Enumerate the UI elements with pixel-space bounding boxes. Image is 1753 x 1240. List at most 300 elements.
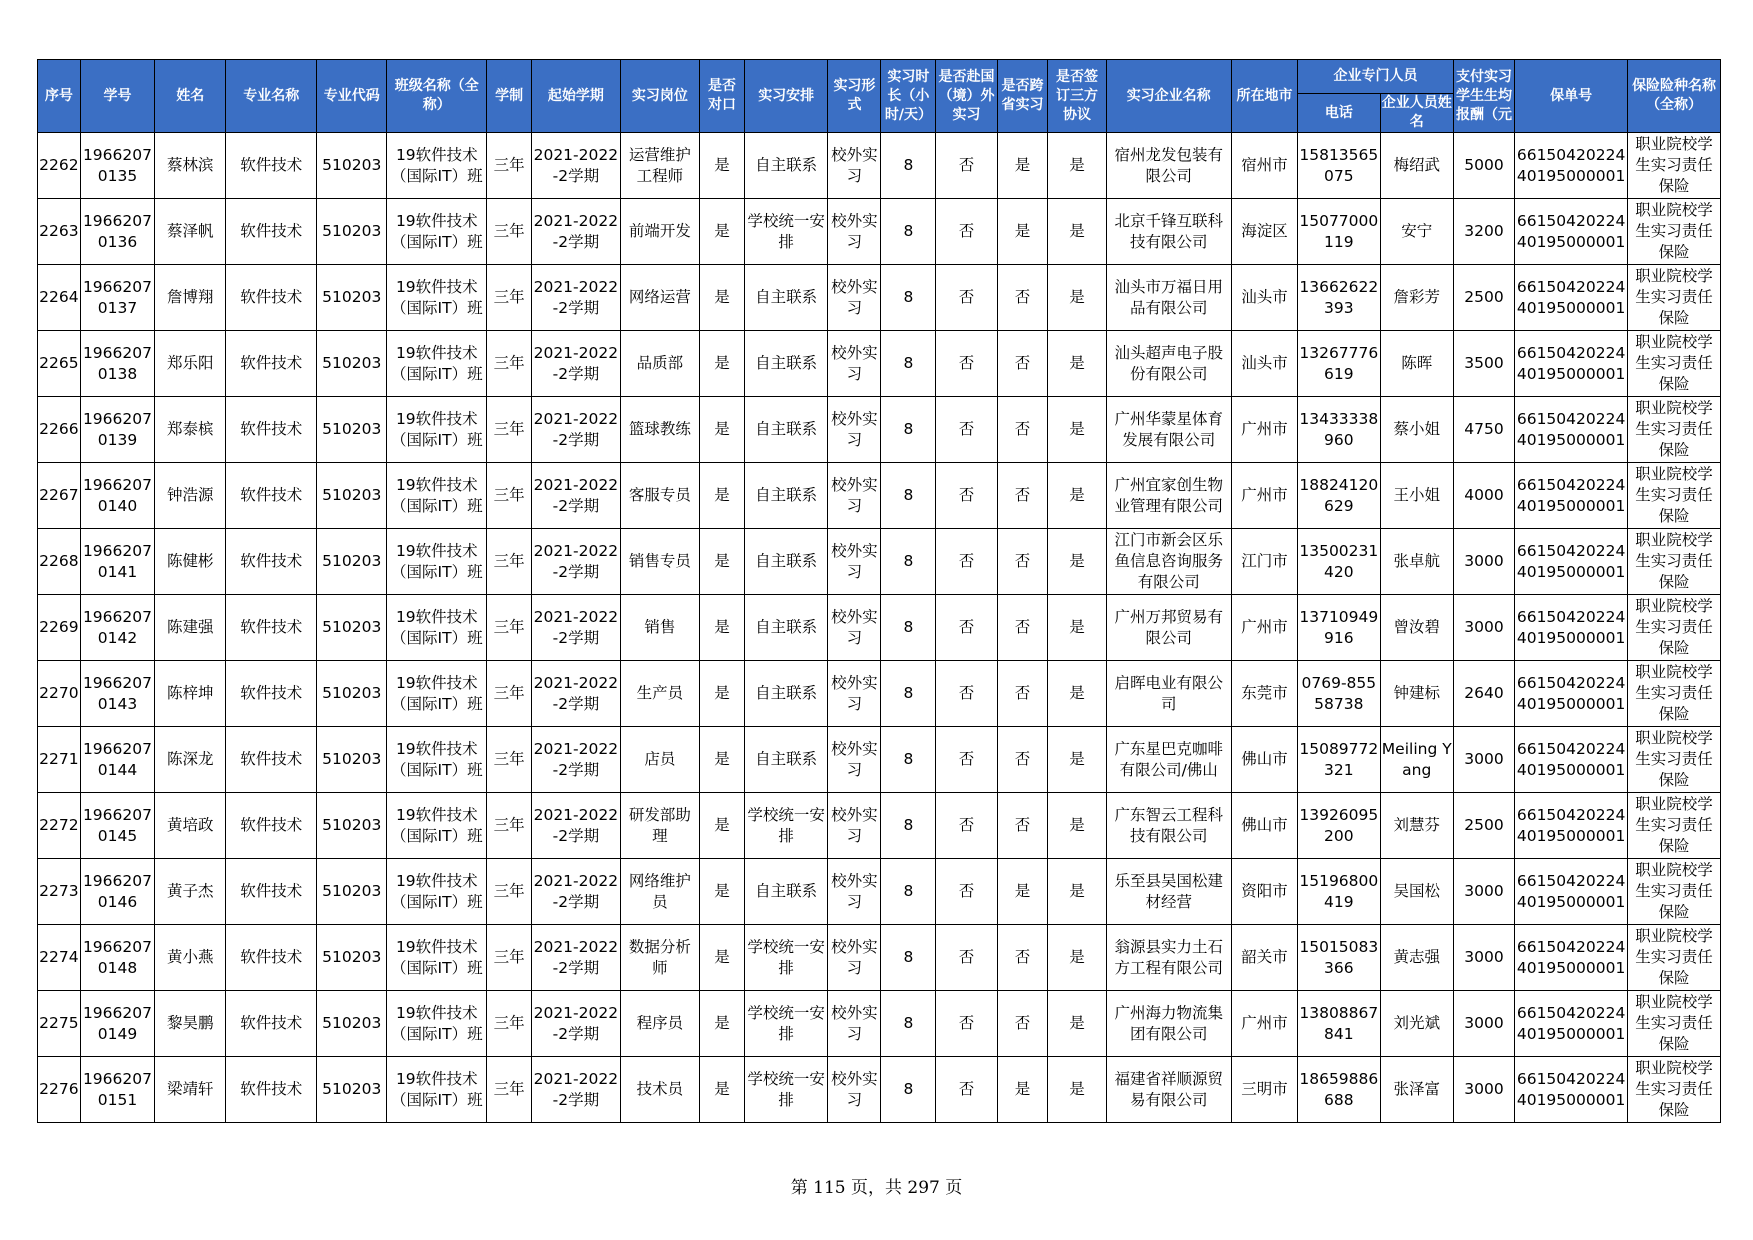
cell-policy-no — [1515, 1057, 1628, 1123]
cell-cross-province — [997, 925, 1048, 991]
cell-major-code — [317, 661, 387, 727]
cell-text: 安宁 — [1401, 222, 1433, 240]
cell-location — [1231, 331, 1297, 397]
cell-duration — [487, 133, 532, 199]
cell-text: 资阳市 — [1241, 882, 1288, 900]
cell-duration — [487, 265, 532, 331]
cell-duration — [487, 991, 532, 1057]
cell-location — [1231, 859, 1297, 925]
cell-insurance — [1628, 859, 1721, 925]
cell-text: 否 — [1014, 816, 1031, 834]
cell-text: 2263 — [39, 222, 79, 240]
header-location: 所在地市 — [1231, 60, 1297, 133]
cell-text: 张卓航 — [1393, 552, 1440, 570]
cell-text: 自主联系 — [755, 684, 818, 702]
cell-text: 三年 — [493, 288, 525, 306]
cell-abroad — [936, 397, 997, 463]
cell-text: 2021-2022-2学期 — [533, 871, 619, 911]
cell-major — [226, 859, 317, 925]
cell-text: 19软件技术（国际IT）班 — [391, 1069, 483, 1109]
cell-text: 19662070148 — [82, 937, 152, 977]
cell-text: 自主联系 — [755, 354, 818, 372]
cell-text: 19软件技术（国际IT）班 — [391, 1003, 483, 1043]
cell-text: 否 — [958, 816, 975, 834]
cell-text: 6615042022440195000001 — [1516, 805, 1626, 845]
cell-text: 软件技术 — [240, 948, 303, 966]
cell-text: 否 — [958, 156, 975, 174]
cell-text: 是 — [714, 420, 730, 438]
cell-post — [620, 859, 699, 925]
cell-text: 曾汝碧 — [1393, 618, 1440, 636]
cell-text: 2264 — [39, 288, 79, 306]
cell-text: 陈建强 — [167, 618, 214, 636]
cell-abroad — [936, 859, 997, 925]
header-insurance: 保险险种名称（全称） — [1628, 60, 1721, 133]
cell-abroad — [936, 727, 997, 793]
cell-text: 宿州市 — [1241, 156, 1288, 174]
cell-contact-name — [1380, 793, 1453, 859]
cell-text: 19662070151 — [82, 1069, 152, 1109]
cell-location — [1231, 133, 1297, 199]
cell-text: 广东智云工程科技有限公司 — [1114, 805, 1223, 845]
cell-class-name — [387, 925, 487, 991]
cell-insurance — [1628, 133, 1721, 199]
cell-text: 0769-85558738 — [1301, 673, 1377, 713]
cell-major-code — [317, 793, 387, 859]
cell-student-id — [80, 463, 154, 529]
cell-seq — [38, 661, 81, 727]
cell-text: 15089772321 — [1299, 739, 1379, 779]
cell-text: 19软件技术（国际IT）班 — [391, 541, 483, 581]
cell-text: 19662070137 — [82, 277, 152, 317]
cell-hours — [881, 727, 936, 793]
cell-insurance — [1628, 793, 1721, 859]
cell-major — [226, 925, 317, 991]
cell-text: 学校统一安排 — [747, 1069, 825, 1109]
cell-company — [1106, 925, 1231, 991]
cell-hours — [881, 925, 936, 991]
cell-text: 黄小燕 — [167, 948, 214, 966]
cell-text: 福建省祥顺源贸易有限公司 — [1114, 1069, 1223, 1109]
cell-class-name — [387, 595, 487, 661]
cell-tripartite — [1048, 331, 1106, 397]
cell-duration — [487, 727, 532, 793]
cell-salary — [1453, 265, 1514, 331]
table-row — [38, 793, 1721, 859]
cell-text: 否 — [1014, 420, 1031, 438]
cell-text: 职业院校学生实习责任保险 — [1635, 861, 1713, 921]
cell-text: 510203 — [322, 948, 382, 966]
cell-contact-name — [1380, 199, 1453, 265]
cell-arrangement — [744, 397, 828, 463]
cell-text: 学校统一安排 — [747, 211, 825, 251]
cell-text: 三年 — [493, 750, 525, 768]
cell-text: 6615042022440195000001 — [1516, 673, 1626, 713]
cell-start-term — [532, 991, 621, 1057]
cell-text: 510203 — [322, 156, 382, 174]
cell-text: 校外实习 — [831, 541, 878, 581]
cell-tripartite — [1048, 661, 1106, 727]
cell-form — [828, 397, 881, 463]
cell-salary — [1453, 991, 1514, 1057]
cell-text: 2021-2022-2学期 — [533, 937, 619, 977]
cell-text: 校外实习 — [831, 739, 878, 779]
table-row — [38, 199, 1721, 265]
cell-text: 是 — [1069, 816, 1085, 834]
cell-text: 19软件技术（国际IT）班 — [391, 475, 483, 515]
cell-policy-no — [1515, 859, 1628, 925]
header-cross-province: 是否跨省实习 — [997, 60, 1048, 133]
cell-text: 北京千锋互联科技有限公司 — [1114, 211, 1223, 251]
cell-arrangement — [744, 727, 828, 793]
cell-text: 6615042022440195000001 — [1516, 541, 1626, 581]
cell-text: 6615042022440195000001 — [1516, 277, 1626, 317]
cell-text: 三年 — [493, 882, 525, 900]
cell-salary — [1453, 1057, 1514, 1123]
cell-major — [226, 991, 317, 1057]
cell-text: 否 — [1014, 288, 1031, 306]
cell-form — [828, 1057, 881, 1123]
cell-text: 19软件技术（国际IT）班 — [391, 871, 483, 911]
cell-cross-province — [997, 991, 1048, 1057]
cell-arrangement — [744, 991, 828, 1057]
cell-text: 否 — [958, 948, 975, 966]
cell-text: 运营维护工程师 — [628, 145, 691, 185]
cell-text: 校外实习 — [831, 145, 878, 185]
cell-text: 3000 — [1464, 552, 1504, 570]
cell-cross-province — [997, 199, 1048, 265]
cell-text: 职业院校学生实习责任保险 — [1635, 267, 1713, 327]
cell-text: 19662070138 — [82, 343, 152, 383]
cell-class-name — [387, 331, 487, 397]
cell-text: 黎昊鹏 — [167, 1014, 214, 1032]
cell-text: 郑泰槟 — [167, 420, 214, 438]
cell-text: 否 — [958, 222, 975, 240]
cell-duration — [487, 1057, 532, 1123]
cell-text: 校外实习 — [831, 211, 878, 251]
cell-text: 13662622393 — [1299, 277, 1379, 317]
cell-text: 8 — [903, 684, 914, 702]
cell-text: 6615042022440195000001 — [1516, 145, 1626, 185]
cell-text: 自主联系 — [755, 750, 818, 768]
cell-text: 前端开发 — [628, 222, 691, 240]
cell-text: 3000 — [1464, 750, 1504, 768]
cell-text: 是 — [1069, 222, 1085, 240]
cell-phone — [1298, 991, 1381, 1057]
cell-text: 软件技术 — [240, 882, 303, 900]
cell-text: 19662070141 — [82, 541, 152, 581]
cell-text: 510203 — [322, 222, 382, 240]
cell-text: 校外实习 — [831, 1003, 878, 1043]
cell-text: 13267776619 — [1299, 343, 1379, 383]
page-footer: 第 115 页，共 297 页 — [790, 1178, 963, 1198]
cell-hours — [881, 265, 936, 331]
cell-text: 否 — [958, 552, 975, 570]
cell-form — [828, 859, 881, 925]
cell-text: 职业院校学生实习责任保险 — [1635, 993, 1713, 1053]
cell-hours — [881, 199, 936, 265]
cell-hours — [881, 133, 936, 199]
cell-policy-no — [1515, 727, 1628, 793]
cell-hours — [881, 661, 936, 727]
cell-insurance — [1628, 397, 1721, 463]
cell-text: 510203 — [322, 420, 382, 438]
cell-text: 否 — [958, 1014, 975, 1032]
cell-text: 6615042022440195000001 — [1516, 343, 1626, 383]
cell-text: 蔡小姐 — [1393, 420, 1440, 438]
cell-duration — [487, 925, 532, 991]
table-row — [38, 397, 1721, 463]
cell-text: 4750 — [1464, 420, 1504, 438]
cell-phone — [1298, 199, 1381, 265]
cell-text: 否 — [1014, 1014, 1031, 1032]
cell-text: 2021-2022-2学期 — [533, 739, 619, 779]
cell-class-name — [387, 793, 487, 859]
cell-text: 2500 — [1464, 816, 1504, 834]
cell-text: 职业院校学生实习责任保险 — [1635, 927, 1713, 987]
cell-insurance — [1628, 529, 1721, 595]
cell-student-id — [80, 793, 154, 859]
cell-start-term — [532, 727, 621, 793]
cell-text: 是 — [714, 552, 730, 570]
cell-text: 否 — [958, 618, 975, 636]
cell-text: 2274 — [39, 948, 79, 966]
cell-matched — [700, 133, 745, 199]
cell-phone — [1298, 595, 1381, 661]
cell-contact-name — [1380, 925, 1453, 991]
cell-major — [226, 1057, 317, 1123]
cell-text: 蔡林滨 — [167, 156, 214, 174]
header-tripartite: 是否签订三方协议 — [1048, 60, 1106, 133]
cell-text: 2021-2022-2学期 — [533, 343, 619, 383]
cell-company — [1106, 991, 1231, 1057]
cell-text: 2021-2022-2学期 — [533, 607, 619, 647]
cell-arrangement — [744, 133, 828, 199]
cell-text: 15813565075 — [1299, 145, 1379, 185]
cell-text: 王小姐 — [1393, 486, 1440, 504]
cell-text: 梁靖轩 — [167, 1080, 214, 1098]
table-row — [38, 991, 1721, 1057]
cell-text: 广州市 — [1241, 420, 1288, 438]
cell-salary — [1453, 397, 1514, 463]
cell-phone — [1298, 925, 1381, 991]
cell-text: 19软件技术（国际IT）班 — [391, 937, 483, 977]
cell-text: 是 — [714, 354, 730, 372]
cell-seq — [38, 991, 81, 1057]
cell-class-name — [387, 1057, 487, 1123]
cell-text: 自主联系 — [755, 552, 818, 570]
cell-text: 6615042022440195000001 — [1516, 1069, 1626, 1109]
cell-seq — [38, 925, 81, 991]
cell-text: 8 — [903, 156, 914, 174]
cell-text: 8 — [903, 420, 914, 438]
cell-text: 销售 — [644, 618, 676, 636]
cell-policy-no — [1515, 661, 1628, 727]
cell-insurance — [1628, 661, 1721, 727]
cell-location — [1231, 265, 1297, 331]
cell-cross-province — [997, 859, 1048, 925]
cell-text: 软件技术 — [240, 156, 303, 174]
cell-text: 网络维护员 — [628, 871, 691, 911]
cell-text: 2021-2022-2学期 — [533, 1069, 619, 1109]
cell-text: 8 — [903, 1014, 914, 1032]
cell-matched — [700, 925, 745, 991]
cell-post — [620, 133, 699, 199]
cell-insurance — [1628, 727, 1721, 793]
cell-company — [1106, 133, 1231, 199]
cell-contact-name — [1380, 595, 1453, 661]
cell-form — [828, 199, 881, 265]
cell-location — [1231, 529, 1297, 595]
cell-seq — [38, 331, 81, 397]
cell-text: 钟浩源 — [167, 486, 214, 504]
cell-policy-no — [1515, 265, 1628, 331]
cell-text: 是 — [714, 1080, 730, 1098]
cell-tripartite — [1048, 463, 1106, 529]
cell-name — [155, 331, 226, 397]
cell-tripartite — [1048, 1057, 1106, 1123]
cell-tripartite — [1048, 925, 1106, 991]
cell-duration — [487, 463, 532, 529]
cell-text: 2262 — [39, 156, 79, 174]
table-row — [38, 1057, 1721, 1123]
table-row — [38, 133, 1721, 199]
cell-text: 2268 — [39, 552, 79, 570]
cell-contact-name — [1380, 397, 1453, 463]
cell-text: 三年 — [493, 552, 525, 570]
cell-class-name — [387, 529, 487, 595]
cell-salary — [1453, 793, 1514, 859]
cell-major — [226, 397, 317, 463]
cell-start-term — [532, 331, 621, 397]
cell-text: 2265 — [39, 354, 79, 372]
cell-post — [620, 529, 699, 595]
cell-form — [828, 595, 881, 661]
cell-insurance — [1628, 199, 1721, 265]
cell-tripartite — [1048, 265, 1106, 331]
cell-abroad — [936, 133, 997, 199]
table-row — [38, 925, 1721, 991]
cell-text: 6615042022440195000001 — [1516, 739, 1626, 779]
cell-matched — [700, 1057, 745, 1123]
cell-form — [828, 529, 881, 595]
cell-text: 3000 — [1464, 618, 1504, 636]
cell-text: 三年 — [493, 948, 525, 966]
cell-text: 软件技术 — [240, 420, 303, 438]
cell-text: 翁源县实力土石方工程有限公司 — [1114, 937, 1223, 977]
cell-text: 乐至县吴国松建材经营 — [1114, 871, 1223, 911]
cell-text: 三年 — [493, 618, 525, 636]
cell-text: 校外实习 — [831, 475, 878, 515]
cell-location — [1231, 199, 1297, 265]
header-company: 实习企业名称 — [1106, 60, 1231, 133]
cell-text: 6615042022440195000001 — [1516, 409, 1626, 449]
cell-location — [1231, 1057, 1297, 1123]
cell-text: 是 — [1014, 222, 1031, 240]
cell-name — [155, 991, 226, 1057]
cell-abroad — [936, 529, 997, 595]
cell-text: 广州华蒙星体育发展有限公司 — [1114, 409, 1223, 449]
cell-text: 2276 — [39, 1080, 79, 1098]
cell-text: 6615042022440195000001 — [1516, 211, 1626, 251]
cell-text: 8 — [903, 486, 914, 504]
cell-major — [226, 661, 317, 727]
cell-text: 2021-2022-2学期 — [533, 673, 619, 713]
cell-text: 510203 — [322, 618, 382, 636]
cell-name — [155, 529, 226, 595]
cell-hours — [881, 397, 936, 463]
internship-table — [37, 59, 1721, 1123]
cell-location — [1231, 925, 1297, 991]
cell-post — [620, 331, 699, 397]
cell-arrangement — [744, 595, 828, 661]
cell-text: 否 — [958, 1080, 975, 1098]
cell-text: 8 — [903, 816, 914, 834]
cell-post — [620, 397, 699, 463]
cell-text: 3000 — [1464, 948, 1504, 966]
cell-major-code — [317, 991, 387, 1057]
cell-text: 6615042022440195000001 — [1516, 1003, 1626, 1043]
header-arrangement: 实习安排 — [744, 60, 828, 133]
cell-text: 19软件技术（国际IT）班 — [391, 409, 483, 449]
cell-text: 职业院校学生实习责任保险 — [1635, 795, 1713, 855]
cell-text: 是 — [1014, 882, 1031, 900]
cell-text: 三明市 — [1241, 1080, 1288, 1098]
cell-text: 否 — [1014, 684, 1031, 702]
cell-text: 19软件技术（国际IT）班 — [391, 739, 483, 779]
cell-major — [226, 727, 317, 793]
cell-seq — [38, 727, 81, 793]
cell-class-name — [387, 133, 487, 199]
cell-text: 是 — [1069, 354, 1085, 372]
cell-text: 店员 — [644, 750, 676, 768]
cell-text: 软件技术 — [240, 1014, 303, 1032]
cell-text: 黄培政 — [167, 816, 214, 834]
header-contact-name: 企业人员姓名 — [1380, 94, 1453, 133]
cell-insurance — [1628, 1057, 1721, 1123]
cell-cross-province — [997, 397, 1048, 463]
cell-text: 否 — [1014, 486, 1031, 504]
cell-company — [1106, 727, 1231, 793]
cell-text: 江门市新会区乐鱼信息咨询服务有限公司 — [1114, 531, 1223, 591]
cell-text: 2272 — [39, 816, 79, 834]
cell-text: 软件技术 — [240, 618, 303, 636]
cell-abroad — [936, 793, 997, 859]
cell-text: 8 — [903, 222, 914, 240]
cell-text: 是 — [1069, 156, 1085, 174]
cell-text: 19662070139 — [82, 409, 152, 449]
cell-policy-no — [1515, 331, 1628, 397]
cell-major-code — [317, 199, 387, 265]
cell-matched — [700, 463, 745, 529]
cell-text: 否 — [958, 288, 975, 306]
cell-text: 学校统一安排 — [747, 805, 825, 845]
cell-text: 否 — [1014, 354, 1031, 372]
cell-form — [828, 265, 881, 331]
header-post: 实习岗位 — [620, 60, 699, 133]
cell-major — [226, 463, 317, 529]
cell-insurance — [1628, 595, 1721, 661]
cell-name — [155, 727, 226, 793]
cell-student-id — [80, 1057, 154, 1123]
cell-text: 是 — [1069, 486, 1085, 504]
cell-insurance — [1628, 463, 1721, 529]
cell-text: 程序员 — [636, 1014, 684, 1032]
cell-seq — [38, 529, 81, 595]
cell-text: 汕头市 — [1241, 354, 1288, 372]
cell-text: 吴国松 — [1393, 882, 1440, 900]
cell-text: 13808867841 — [1299, 1003, 1379, 1043]
